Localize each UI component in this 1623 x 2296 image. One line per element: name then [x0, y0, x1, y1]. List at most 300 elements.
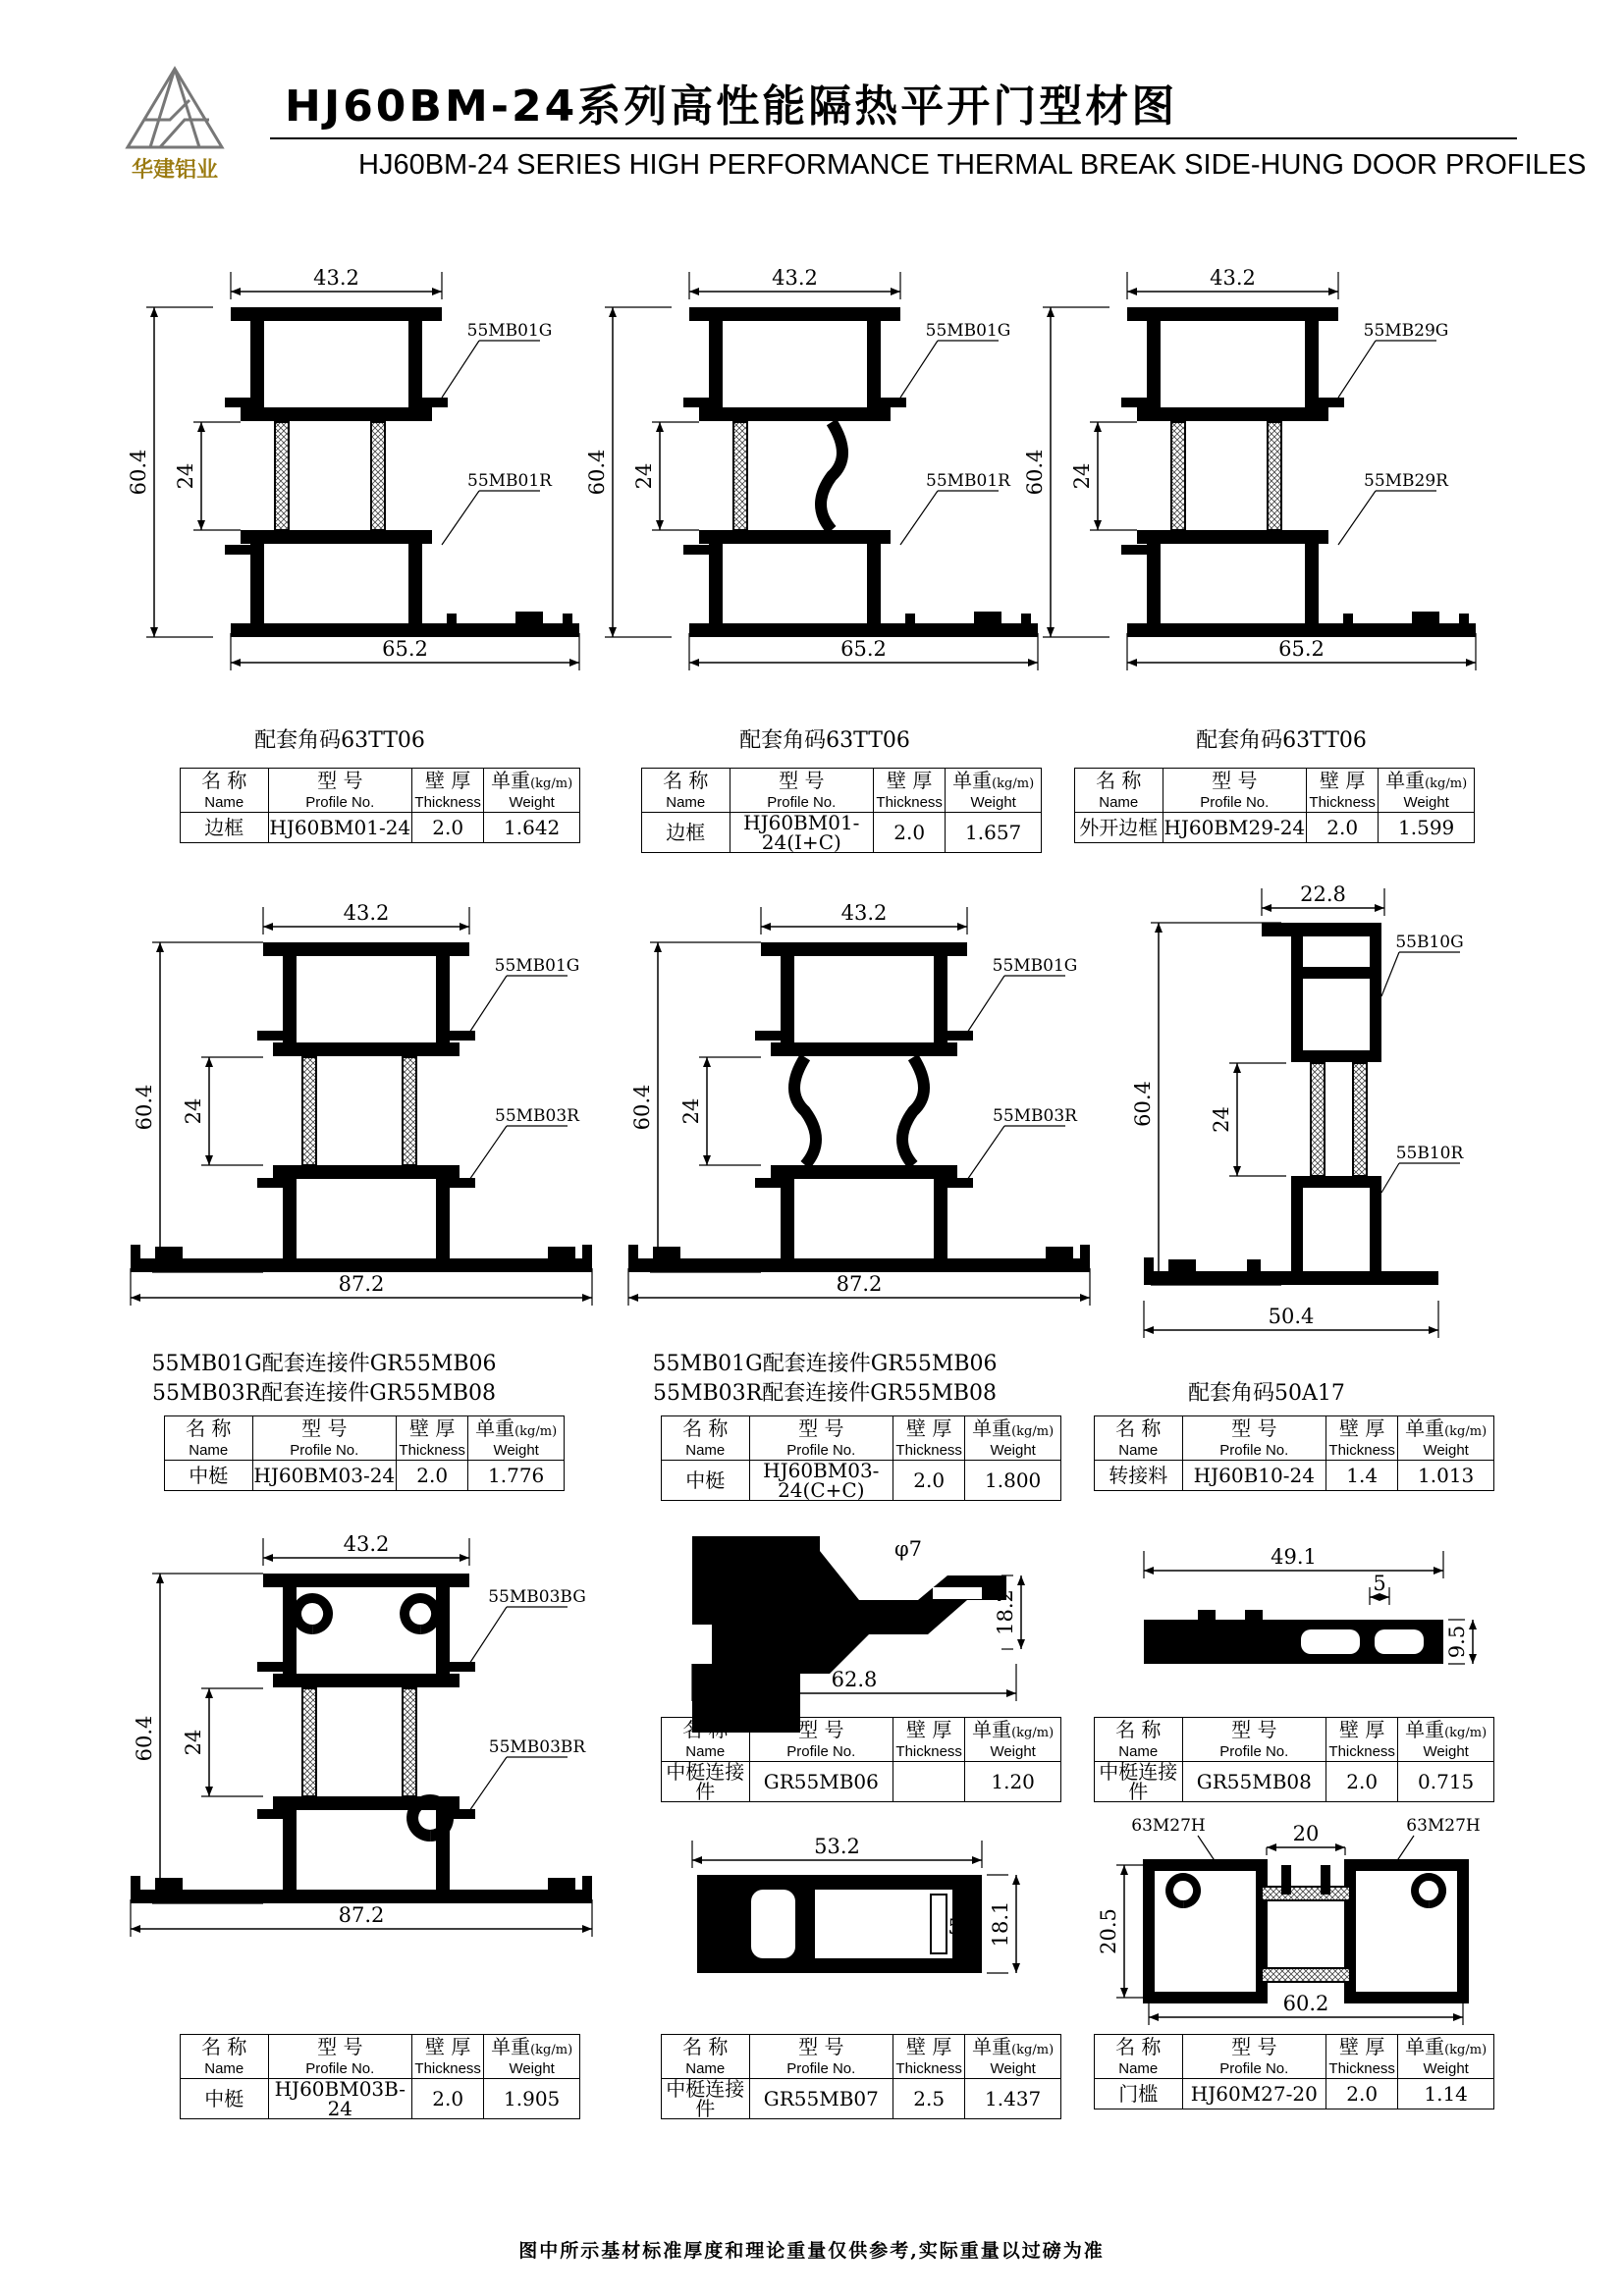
header-weight-text: 单重 [1405, 1416, 1445, 1440]
profile-flange [257, 1662, 287, 1672]
profile-flange [877, 398, 906, 407]
part-label: 55MB03BR [488, 1737, 586, 1757]
profile-wall [1291, 1188, 1303, 1276]
arrowhead [197, 520, 205, 530]
spec-table-10 [661, 2034, 1061, 2119]
caption-profile-3: 配套角码63TT06 [1196, 728, 1367, 753]
connector-tab [1245, 1610, 1263, 1625]
arrowhead [609, 627, 617, 637]
arrowhead [628, 1294, 638, 1302]
profile-hook [628, 1245, 638, 1260]
arrowhead [432, 288, 442, 295]
profile-base [131, 1258, 592, 1272]
dimension-label: 5 [1373, 1572, 1386, 1595]
header-en-cell: Weight [965, 1741, 1061, 1762]
profile-hook [1021, 614, 1031, 625]
cell-name: 中梃连接件 [662, 2079, 750, 2119]
header-weight-text: 单重 [972, 1718, 1012, 1741]
dimension-label: 60.4 [585, 449, 609, 496]
profile-wall [1305, 544, 1319, 627]
leader-line [967, 976, 1004, 1033]
part-label: 55MB01G [494, 956, 580, 976]
profile-wall [1137, 407, 1328, 421]
header-en-cell: Weight [468, 1440, 565, 1461]
header-en-cell: Thickness [1326, 1440, 1398, 1461]
profile-wall [1262, 923, 1380, 936]
header-profile: 型 号 [268, 2035, 412, 2059]
header-weight-text: (kg/m) [514, 1424, 558, 1439]
thermal-strip [1268, 422, 1281, 530]
profile-hook [1046, 1247, 1073, 1260]
dimension-label: 22.8 [1300, 882, 1346, 906]
profile-wall [283, 1179, 297, 1259]
cell-weight: 1.800 [965, 1461, 1061, 1501]
profile-flange [446, 1031, 475, 1041]
arrowhead [1335, 1843, 1345, 1851]
arrowhead [761, 923, 771, 931]
profile-wall [867, 544, 881, 627]
profile-flange [944, 1031, 973, 1041]
cell-thickness: 1.4 [1326, 1461, 1398, 1491]
dimension-label: 24 [1070, 462, 1094, 490]
header-weight-text: 单重 [952, 769, 993, 792]
arrowhead [1012, 1963, 1020, 1973]
cell-weight: 0.715 [1398, 1762, 1494, 1802]
profile-hook [1459, 614, 1469, 625]
header-profile: 型 号 [730, 769, 874, 793]
clip-feature [1415, 1877, 1442, 1904]
spec-table-11 [1094, 2034, 1494, 2109]
profile-drawing-2 [585, 260, 1062, 682]
connector-slot [1375, 1629, 1424, 1654]
header-name: 名 称 [181, 769, 269, 793]
arrowhead [1006, 1689, 1016, 1697]
profile-tab [1321, 1865, 1330, 1895]
profile-flange [225, 398, 254, 407]
leader-line [1381, 1163, 1399, 1193]
arrowhead [231, 288, 241, 295]
header-en-cell: Thickness [412, 2058, 484, 2079]
header-en-cell: Thickness [412, 792, 484, 813]
cell-weight: 1.642 [484, 813, 580, 843]
cell-name: 中梃连接件 [662, 1762, 750, 1802]
cell-name: 门槛 [1095, 2079, 1183, 2109]
connector-tab [1198, 1610, 1216, 1625]
dimension-label: 43.2 [840, 901, 888, 925]
arrowhead [1047, 627, 1055, 637]
spec-table-7 [180, 2034, 580, 2119]
profile-hook [1412, 612, 1439, 625]
part-label: 55MB03R [495, 1106, 579, 1126]
header-profile: 型 号 [1182, 1416, 1326, 1441]
arrowhead [205, 1688, 213, 1698]
header-en-cell: Thickness [893, 2058, 965, 2079]
spec-table-9 [1094, 1717, 1494, 1802]
caption-profile-4: 55MB01G配套连接件GR55MB06 55MB03R配套连接件GR55MB08 [151, 1352, 497, 1406]
cell-thickness: 2.0 [1326, 2079, 1398, 2109]
part-label: 55B10R [1395, 1144, 1464, 1163]
header-en-cell: Weight [965, 2058, 1061, 2079]
header-weight-text: (kg/m) [1444, 1424, 1488, 1439]
arrowhead [1144, 1326, 1154, 1334]
thermal-strip [403, 1057, 416, 1165]
profile-hook [1080, 1245, 1090, 1260]
thermal-strip [1311, 1063, 1325, 1176]
header-en-cell: Profile No. [252, 1440, 397, 1461]
arrowhead [1453, 2013, 1463, 2021]
dimension-label: 87.2 [338, 1272, 385, 1296]
cell-weight: 1.905 [484, 2079, 580, 2119]
header-profile: 型 号 [749, 1416, 893, 1441]
connector-slot [933, 1587, 982, 1599]
arrowhead [460, 1554, 469, 1562]
header-profile: 型 号 [252, 1416, 397, 1441]
cell-name: 中梃连接件 [1095, 1762, 1183, 1802]
profile-wall [273, 1165, 460, 1179]
header-weight-text: (kg/m) [992, 776, 1035, 791]
company-logo [116, 61, 234, 188]
profile-hook [155, 1878, 183, 1892]
arrowhead [1120, 1865, 1128, 1875]
header-thickness: 壁 厚 [874, 769, 946, 793]
arrowhead [1017, 1639, 1025, 1649]
cell-thickness: 2.0 [1307, 813, 1379, 843]
header-en-cell: Name [1095, 1440, 1183, 1461]
header-weight-text: 单重 [972, 1416, 1012, 1440]
arrowhead [1028, 659, 1038, 667]
profile-wall [699, 407, 891, 421]
header-thickness: 壁 厚 [412, 2035, 484, 2059]
profile-flange [1315, 398, 1344, 407]
dimension-label: 60.4 [1131, 1081, 1155, 1127]
header-weight [965, 1718, 1061, 1742]
header-en-cell: Thickness [1307, 792, 1379, 813]
header-en-cell: Weight [1398, 1741, 1494, 1762]
header-en-cell: Name [165, 1440, 253, 1461]
arrowhead [1328, 288, 1338, 295]
part-label: 55MB01R [467, 471, 552, 491]
profile-drawing-3 [1023, 260, 1500, 682]
arrowhead [582, 1294, 592, 1302]
profile-wall [250, 544, 264, 627]
connector-slot [1301, 1629, 1360, 1654]
header-en-cell: Thickness [1326, 1741, 1398, 1762]
thermal-strip [1171, 422, 1185, 530]
clip-feature [297, 1598, 328, 1629]
cell-model: GR55MB08 [1182, 1762, 1326, 1802]
leader-line [1338, 491, 1376, 545]
header-weight-text: 单重 [491, 2035, 531, 2058]
profile-wall [1137, 530, 1328, 544]
profile-flange [257, 1031, 287, 1041]
dimension-label: 87.2 [338, 1903, 385, 1927]
thermal-strip [821, 422, 842, 530]
dimension-label: 53.2 [814, 1835, 860, 1858]
dimension-label: 18.2 [994, 1589, 1017, 1635]
header-weight [468, 1416, 565, 1441]
arrowhead [1094, 520, 1102, 530]
header-name: 名 称 [1095, 1718, 1183, 1742]
dimension-label: 65.2 [1278, 637, 1325, 661]
footer-note: 图中所示基材标准厚度和理论重量仅供参考,实际重量以过磅为准 [518, 2240, 1105, 2262]
profile-wall [1370, 923, 1381, 1060]
cell-name: 转接料 [1095, 1461, 1183, 1491]
leader-line [442, 341, 479, 398]
leader-line [1338, 341, 1376, 398]
profile-wall [241, 407, 432, 421]
leader-line [469, 1607, 507, 1664]
cell-model: HJ60BM03-24(C+C) [749, 1461, 893, 1501]
profile-hook [515, 612, 543, 625]
profile-drawing-1 [127, 260, 604, 682]
arrowhead [205, 1787, 213, 1796]
arrowhead [205, 1155, 213, 1165]
arrowhead [1434, 1567, 1443, 1575]
header-weight [1398, 1416, 1494, 1441]
header-en-cell: Thickness [893, 1741, 965, 1762]
threshold-box [1350, 1865, 1463, 1998]
header-name: 名 称 [1075, 769, 1163, 793]
caption-profile-6: 配套角码50A17 [1188, 1381, 1345, 1406]
spec-table-1 [180, 768, 580, 843]
thermal-strip [1262, 1968, 1350, 1982]
header-en-cell: Name [642, 792, 730, 813]
header-name: 名 称 [642, 769, 730, 793]
header-en-cell: Profile No. [1163, 792, 1307, 813]
profile-base [1127, 623, 1476, 637]
cell-weight: 1.599 [1379, 813, 1475, 843]
arrowhead [263, 923, 273, 931]
header-weight [1398, 2035, 1494, 2059]
dimension-label: 87.2 [836, 1272, 883, 1296]
header-en-cell: Name [662, 1440, 750, 1461]
cell-weight: 1.20 [965, 1762, 1061, 1802]
header-name: 名 称 [181, 2035, 269, 2059]
dimension-label: 24 [174, 462, 197, 490]
header-weight [1379, 769, 1475, 793]
dimension-label: 43.2 [313, 266, 359, 290]
header-en-cell: Weight [946, 792, 1042, 813]
header-weight-text: 单重 [972, 2035, 1012, 2058]
arrowhead [1267, 1843, 1276, 1851]
header-weight-text: (kg/m) [1425, 776, 1468, 791]
dimension-label: 5 [947, 1915, 961, 1939]
header-profile: 型 号 [1163, 769, 1307, 793]
spec-table-2 [641, 768, 1042, 853]
header-weight [946, 769, 1042, 793]
arrowhead [1080, 1294, 1090, 1302]
header-en-cell: Profile No. [730, 792, 874, 813]
arrowhead [197, 422, 205, 432]
header-weight-text: (kg/m) [1011, 1726, 1055, 1740]
header-en-cell: Profile No. [1182, 1741, 1326, 1762]
cell-weight: 1.776 [468, 1461, 565, 1491]
arrowhead [1262, 904, 1271, 912]
cell-thickness: 2.0 [893, 1461, 965, 1501]
spec-table-4 [164, 1415, 565, 1491]
arrowhead [1469, 1620, 1477, 1629]
profile-wall [1291, 967, 1381, 979]
dimension-label: 24 [182, 1729, 205, 1756]
profile-tab [1281, 1865, 1291, 1895]
dimension-label: 49.1 [1271, 1545, 1317, 1569]
dimension-label: 24 [182, 1097, 205, 1125]
thermal-strip [302, 1688, 316, 1796]
part-label: 55MB01G [992, 956, 1078, 976]
header-weight [965, 2035, 1061, 2059]
thermal-strip [371, 422, 385, 530]
header-en-cell: Name [181, 2058, 269, 2079]
profile-base [628, 1258, 1090, 1272]
arrowhead [156, 1574, 164, 1583]
header-weight [484, 2035, 580, 2059]
profile-hook [1168, 1259, 1196, 1273]
dimension-label: 43.2 [772, 266, 818, 290]
header-name: 名 称 [1095, 1416, 1183, 1441]
profile-hook [1144, 1257, 1154, 1273]
header-weight-text: 单重 [475, 1416, 515, 1440]
cell-thickness: 2.0 [1326, 1762, 1398, 1802]
header-thickness: 壁 厚 [1326, 1416, 1398, 1441]
profile-wall [436, 1179, 450, 1259]
profile-wall [1291, 1176, 1381, 1188]
header-weight-text: 单重 [491, 769, 531, 792]
profile-flange [755, 1178, 784, 1188]
cell-model: HJ60BM03-24 [252, 1461, 397, 1491]
arrowhead [703, 1057, 711, 1067]
dimension-label: 24 [1210, 1106, 1233, 1133]
cell-thickness: 2.5 [893, 2079, 965, 2119]
part-label: 55MB29G [1363, 321, 1449, 341]
spec-table-3 [1074, 768, 1475, 843]
arrowhead [263, 1554, 273, 1562]
arrowhead [609, 307, 617, 317]
cell-weight: 1.14 [1398, 2079, 1494, 2109]
threshold-box [1149, 1865, 1262, 1998]
dimension-label: 60.4 [133, 1715, 156, 1762]
profile-wall [1370, 1188, 1381, 1276]
arrowhead [1012, 1875, 1020, 1885]
header-weight [965, 1416, 1061, 1441]
profile-drawing-7 [116, 1526, 607, 1949]
arrowhead [957, 923, 967, 931]
cell-model: GR55MB06 [749, 1762, 893, 1802]
cell-thickness: 2.0 [397, 1461, 468, 1491]
header-name: 名 称 [1095, 2035, 1183, 2059]
header-en-cell: Thickness [397, 1440, 468, 1461]
profile-flange [257, 1178, 287, 1188]
profile-drawing-10 [677, 1821, 1060, 2007]
header-en-cell: Thickness [1326, 2058, 1398, 2079]
arrowhead [703, 1155, 711, 1165]
profile-base [689, 623, 1038, 637]
dimension-label: 20 [1292, 1822, 1320, 1845]
profile-hook [131, 1245, 140, 1260]
profile-flange [257, 1809, 287, 1819]
arrowhead [1233, 1166, 1241, 1176]
clip-feature [405, 1598, 436, 1629]
clip-feature [412, 1800, 448, 1836]
cell-name: 中梃 [165, 1461, 253, 1491]
header-weight-text: (kg/m) [1444, 2043, 1488, 2057]
header-profile: 型 号 [1182, 1718, 1326, 1742]
connector-slot [751, 1890, 795, 1958]
profile-flange [1121, 545, 1151, 555]
clip-feature [1169, 1877, 1197, 1904]
arrowhead [1127, 659, 1137, 667]
spec-table-5 [661, 1415, 1061, 1501]
page-subtitle: HJ60BM-24 SERIES HIGH PERFORMANCE THERMAL BREAK SIDE-HUNG DOOR PROFILES [358, 149, 1587, 181]
arrowhead [891, 288, 900, 295]
header-weight-text: (kg/m) [530, 776, 573, 791]
arrowhead [654, 942, 662, 952]
dimension-label: 65.2 [840, 637, 887, 661]
profile-wall [699, 530, 891, 544]
arrowhead [1375, 904, 1384, 912]
arrowhead [150, 307, 158, 317]
thermal-strip [302, 1057, 316, 1165]
part-label: 55MB03R [993, 1106, 1077, 1126]
arrowhead [131, 1925, 140, 1933]
profile-hook [155, 1247, 183, 1260]
profile-wall [771, 1042, 957, 1056]
arrowhead [1127, 288, 1137, 295]
cell-model: HJ60BM01-24 [268, 813, 412, 843]
profile-base [131, 1890, 592, 1903]
part-label: 55MB01G [466, 321, 553, 341]
header-en-cell: Profile No. [1182, 2058, 1326, 2079]
dimension-label: 18.1 [989, 1900, 1012, 1948]
profile-hook [131, 1876, 140, 1892]
header-en-cell: Profile No. [268, 2058, 412, 2079]
dimension-label: 62.8 [831, 1668, 878, 1691]
header-en-cell: Weight [965, 1440, 1061, 1461]
profile-hook [563, 614, 572, 625]
arrowhead [131, 1294, 140, 1302]
cell-model: HJ60BM03B-24 [268, 2079, 412, 2119]
header-en-cell: Profile No. [749, 2058, 893, 2079]
dimension-label: 24 [632, 462, 656, 490]
header-weight-text: 单重 [1385, 769, 1426, 792]
part-label: 55MB29R [1364, 471, 1448, 491]
caption-profile-5: 55MB01G配套连接件GR55MB06 55MB03R配套连接件GR55MB08 [652, 1352, 998, 1406]
profile-wall [283, 1810, 297, 1891]
arrowhead [1017, 1575, 1025, 1585]
profile-drawing-8 [677, 1526, 1060, 1723]
header-name: 名 称 [662, 1416, 750, 1441]
profile-wall [1291, 1050, 1381, 1062]
header-profile: 型 号 [749, 1718, 893, 1742]
cell-thickness: 2.0 [412, 2079, 484, 2119]
leader-line [469, 1757, 507, 1811]
header-thickness: 壁 厚 [893, 1718, 965, 1742]
thermal-strip [733, 422, 747, 530]
header-thickness: 壁 厚 [1326, 1718, 1398, 1742]
profile-hook [905, 614, 915, 625]
arrowhead [1469, 1654, 1477, 1664]
profile-flange [1121, 398, 1151, 407]
header-en-cell: Weight [484, 2058, 580, 2079]
header-en-cell: Name [181, 792, 269, 813]
spec-table-6 [1094, 1415, 1494, 1491]
profile-flange [446, 1662, 475, 1672]
title-divider [270, 137, 1517, 139]
profile-flange [683, 545, 713, 555]
header-weight-text: (kg/m) [1011, 1424, 1055, 1439]
profile-wall [1147, 544, 1161, 627]
header-name: 名 称 [662, 1718, 750, 1742]
page-title: HJ60BM-24系列高性能隔热平开门型材图 [285, 81, 1178, 132]
